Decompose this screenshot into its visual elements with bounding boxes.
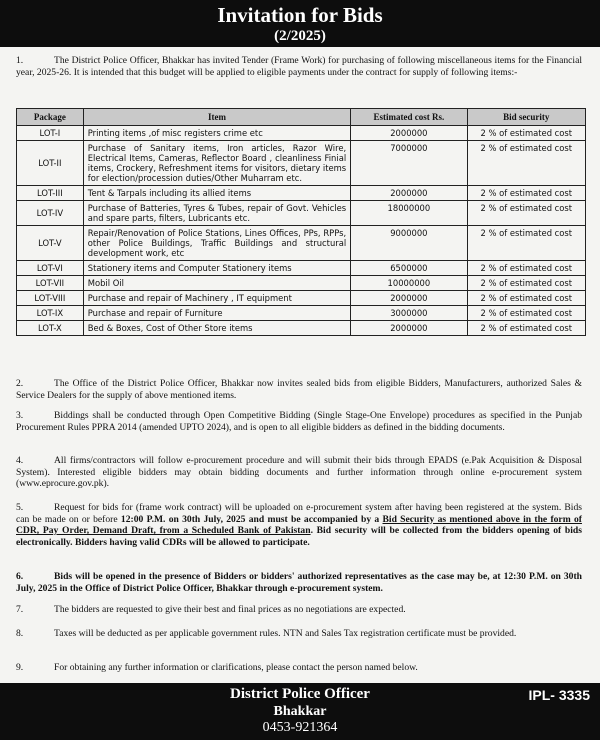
paragraph-7 [16,604,582,616]
title-banner [0,0,600,47]
para-number: 5. [16,502,24,513]
cell-package: LOT-I [17,126,84,141]
cell-item: Stationery items and Computer Stationery items [83,261,350,276]
table-row [17,291,586,306]
cell-item: Purchase of Batteries, Tyres & Tubes, repair of Govt. Vehicles and spare parts, filters, Lubricants etc. [83,201,350,226]
paragraph-4 [16,455,582,490]
cell-security: 2 % of estimated cost [467,226,585,261]
cell-item: Repair/Renovation of Police Stations, Lines Offices, PPs, RPPs, other Police Buildings, Traffic Buildings and structural development work, etc [83,226,350,261]
cell-security: 2 % of estimated cost [467,276,585,291]
para-number: 6. [16,571,24,582]
footer-phone: 0453-921364 [262,720,338,735]
cell-item: Mobil Oil [83,276,350,291]
cell-package: LOT-VIII [17,291,84,306]
para-text: Bids will be opened in the presence of Bidders or bidders' authorized representatives as the case may be, at 12:30 P.M. on 30th July, 2025 in the Office of District Police Officer, Bhakkar through e-procurement system. [16,571,582,594]
cell-cost: 3000000 [351,306,467,321]
cell-security: 2 % of estimated cost [467,141,585,186]
para-text-bold: and must be accompanied by a [248,513,380,525]
cell-item: Tent & Tarpals including its allied items [83,186,350,201]
cell-security: 2 % of estimated cost [467,201,585,226]
table-row [17,226,586,261]
cell-item: Purchase and repair of Machinery , IT equipment [83,291,350,306]
para-number: 7. [16,604,24,615]
header-item: Item [83,109,350,126]
para-text: The bidders are requested to give their best and final prices as no negotiations are expected. [54,604,406,615]
cell-package: LOT-III [17,186,84,201]
cell-cost: 9000000 [351,226,467,261]
cell-cost: 2000000 [351,186,467,201]
cell-cost: 7000000 [351,141,467,186]
bid-security-text: Bid Security as mentioned above in the form of CDR, Pay Order, Demand Draft, from a Scheduled Bank of Pakistan [16,513,582,536]
cell-item: Purchase of Sanitary items, Iron articles, Razor Wire, Electrical Items, Cameras, Reflector Board , cleanliness Finial items, Crockery, Refreshment items for visitors, dietary items for election/procession duties/Other Muharram etc. [83,141,350,186]
paragraph-3 [16,410,582,433]
header-package: Package [17,109,84,126]
header-security: Bid security [467,109,585,126]
footer-banner [0,683,600,740]
para-number: 8. [16,628,24,639]
table-row [17,141,586,186]
cell-package: LOT-V [17,226,84,261]
table-row [17,276,586,291]
cell-item: Purchase and repair of Furniture [83,306,350,321]
footer-office: District Police Officer [230,686,370,702]
header-cost: Estimated cost Rs. [351,109,467,126]
cell-security: 2 % of estimated cost [467,126,585,141]
table-row [17,321,586,336]
deadline-text: 12:00 P.M. on 30th July, 2025 [120,513,246,525]
para-number: 4. [16,455,24,466]
table-header-row [17,109,586,126]
page-title: Invitation for Bids [217,3,383,27]
cell-cost: 2000000 [351,321,467,336]
bids-table [16,108,586,336]
table-row [17,126,586,141]
cell-security: 2 % of estimated cost [467,321,585,336]
table-row [17,186,586,201]
cell-package: LOT-VI [17,261,84,276]
cell-security: 2 % of estimated cost [467,186,585,201]
para-text: Taxes will be deducted as per applicable government rules. NTN and Sales Tax registration certificate must be provided. [54,628,517,639]
cell-cost: 2000000 [351,291,467,306]
para-text: For obtaining any further information or clarifications, please contact the person named below. [54,662,418,673]
para-text: The District Police Officer, Bhakkar has invited Tender (Frame Work) for purchasing of following miscellaneous items for the Financial year, 2025-26. It is intended that this budget will be applied to eligible payments under the contract for supply of following items:- [16,55,582,78]
footer-city: Bhakkar [273,704,327,719]
para-number: 1. [16,55,24,66]
cell-cost: 10000000 [351,276,467,291]
ipl-number: IPL- 3335 [528,687,590,703]
para-number: 9. [16,662,24,673]
para-text: Request for bids for (frame work contract) will be uploaded on e-procurement system after having been registered at the system. Bids can be made on or before [16,502,582,525]
cell-package: LOT-VII [17,276,84,291]
para-text: Biddings shall be conducted through Open Competitive Bidding (Single Stage-One Envelope) procedures as specified in the Punjab Procurement Rules PPRA 2014 (amended UPTO 2024), and is open to all eligible bidders as defined in the bidding documents. [16,410,582,433]
cell-item: Bed & Boxes, Cost of Other Store items [83,321,350,336]
para-text: All firms/contractors will follow e-procurement procedure and will submit their bids through EPADS (e.Pak Acquisition & Disposal System). Interested eligible bidders may obtain bidding documents and further information through online e-procurement system (www.eprocure.gov.pk). [16,455,582,489]
cell-package: LOT-X [17,321,84,336]
bid-reference: (2/2025) [274,28,326,44]
cell-security: 2 % of estimated cost [467,261,585,276]
para-text-bold-end: . Bid security will be collected from the bidders opening of bids electronically. Bidders having valid CDRs will be allowed to participate. [16,525,582,548]
cell-cost: 6500000 [351,261,467,276]
table-row [17,306,586,321]
cell-security: 2 % of estimated cost [467,306,585,321]
table-row [17,201,586,226]
intro-paragraph [16,55,582,79]
cell-item: Printing items ,of misc registers crime etc [83,126,350,141]
cell-cost: 2000000 [351,126,467,141]
cell-package: LOT-IX [17,306,84,321]
paragraph-5 [16,502,582,548]
cell-cost: 18000000 [351,201,467,226]
table-row [17,261,586,276]
paragraph-2 [16,378,582,401]
cell-package: LOT-II [17,141,84,186]
paragraph-9 [16,662,582,674]
para-number: 3. [16,410,24,421]
paragraph-8 [16,628,582,640]
para-number: 2. [16,378,24,389]
cell-security: 2 % of estimated cost [467,291,585,306]
para-text: The Office of the District Police Officer, Bhakkar now invites sealed bids from eligible Bidders, Manufacturers, authorized Sales & Service Dealers for the supply of above mentioned items. [16,378,582,401]
paragraph-6 [16,571,582,594]
table-body [17,126,586,336]
cell-package: LOT-IV [17,201,84,226]
